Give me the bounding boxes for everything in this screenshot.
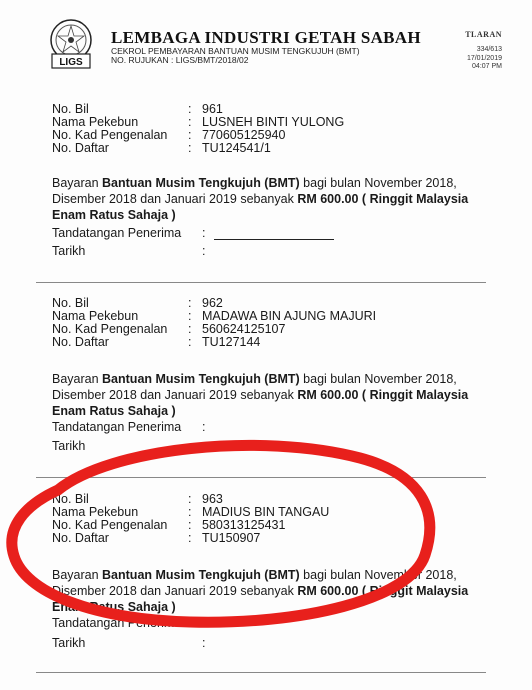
org-name: LEMBAGA INDUSTRI GETAH SABAH [111, 28, 421, 47]
value-bil: 961 [202, 102, 223, 116]
payment-part-1: Bayaran [52, 176, 103, 190]
label-bil: No. Bil [52, 102, 89, 116]
label-daftar: No. Daftar [52, 141, 109, 155]
payment-text [52, 371, 472, 419]
label-tarikh: Tarikh [52, 439, 86, 453]
record-divider [36, 282, 486, 283]
colon: : [202, 636, 206, 650]
payment-part-2: Bantuan Musim Tengkujuh (BMT) [102, 568, 300, 582]
label-pekebun: Nama Pekebun [52, 309, 139, 323]
colon: : [188, 102, 192, 116]
colon: : [202, 244, 206, 258]
value-bil: 962 [202, 296, 223, 310]
colon: : [188, 505, 192, 519]
value-bil: 963 [202, 492, 223, 506]
colon: : [188, 518, 192, 532]
payment-part-4: RM 600.00 ( Ringgit Malaysia Enam Ratus Sahaja ) [52, 192, 469, 222]
payment-part-4: RM 600.00 ( Ringgit Malaysia Enam Ratus Sahaja ) [52, 388, 469, 418]
document-header [0, 0, 532, 80]
value-kad: 580313125431 [202, 518, 286, 532]
value-pekebun: LUSNEH BINTI YULONG [202, 115, 345, 129]
label-tandatangan: Tandatangan Penerima [52, 616, 182, 630]
value-daftar: TU150907 [202, 531, 261, 545]
colon: : [188, 309, 192, 323]
label-pekebun: Nama Pekebun [52, 505, 139, 519]
payment-text [52, 175, 472, 223]
payment-part-3: bagi bulan November 2018, Disember 2018 dan Januari 2019 sebanyak [52, 176, 457, 206]
value-pekebun: MADIUS BIN TANGAU [202, 505, 330, 519]
label-kad: No. Kad Pengenalan [52, 322, 168, 336]
record-divider [36, 477, 486, 478]
payment-part-4: RM 600.00 ( Ringgit Malaysia Enam Ratus Sahaja ) [52, 584, 469, 614]
corner-line-1: 334/613 [476, 46, 502, 53]
payment-part-1: Bayaran [52, 568, 103, 582]
document-subtitle: CEKROL PEMBAYARAN BANTUAN MUSIM TENGKUJUH (BMT) [111, 46, 360, 56]
label-daftar: No. Daftar [52, 531, 109, 545]
value-daftar: TU127144 [202, 335, 261, 349]
colon: : [188, 335, 192, 349]
signature-line[interactable] [214, 228, 334, 240]
colon: : [202, 420, 206, 434]
colon: : [188, 141, 192, 155]
colon: : [188, 128, 192, 142]
corner-label: TLARAN [465, 30, 502, 39]
ligs-logo [38, 18, 104, 70]
field-daftar [52, 532, 260, 545]
payment-part-2: Bantuan Musim Tengkujuh (BMT) [102, 176, 300, 190]
signature-row [52, 420, 214, 434]
colon: : [202, 226, 206, 240]
label-kad: No. Kad Pengenalan [52, 518, 168, 532]
label-bil: No. Bil [52, 296, 89, 310]
value-kad: 560624125107 [202, 322, 286, 336]
date-row [52, 244, 214, 258]
field-daftar [52, 336, 260, 349]
reference-number: NO. RUJUKAN : LIGS/BMT/2018/02 [111, 55, 249, 65]
label-kad: No. Kad Pengenalan [52, 128, 168, 142]
payment-text [52, 567, 472, 615]
corner-date: 17/01/2019 [466, 55, 502, 62]
field-daftar [52, 142, 271, 155]
colon: : [202, 616, 206, 630]
logo-text: LIGS [59, 57, 83, 68]
label-tandatangan: Tandatangan Penerima [52, 420, 182, 434]
value-daftar: TU124541/1 [202, 141, 271, 155]
colon: : [188, 115, 192, 129]
label-tandatangan: Tandatangan Penerima [52, 226, 182, 240]
date-row [52, 636, 214, 650]
signature-row [52, 616, 214, 630]
label-tarikh: Tarikh [52, 244, 86, 258]
colon: : [202, 439, 206, 453]
colon: : [188, 492, 192, 506]
label-daftar: No. Daftar [52, 335, 109, 349]
payment-part-2: Bantuan Musim Tengkujuh (BMT) [102, 372, 300, 386]
date-row [52, 439, 214, 453]
value-pekebun: MADAWA BIN AJUNG MAJURI [202, 309, 377, 323]
payment-part-1: Bayaran [52, 372, 103, 386]
record-divider [36, 672, 486, 673]
colon: : [188, 296, 192, 310]
label-tarikh: Tarikh [52, 636, 86, 650]
colon: : [188, 322, 192, 336]
payment-part-3: bagi bulan November 2018, Disember 2018 dan Januari 2019 sebanyak [52, 568, 457, 598]
payment-part-3: bagi bulan November 2018, Disember 2018 dan Januari 2019 sebanyak [52, 372, 457, 402]
colon: : [188, 531, 192, 545]
value-kad: 770605125940 [202, 128, 286, 142]
label-bil: No. Bil [52, 492, 89, 506]
signature-row [52, 226, 334, 240]
label-pekebun: Nama Pekebun [52, 115, 139, 129]
corner-time: 04:07 PM [472, 63, 502, 70]
